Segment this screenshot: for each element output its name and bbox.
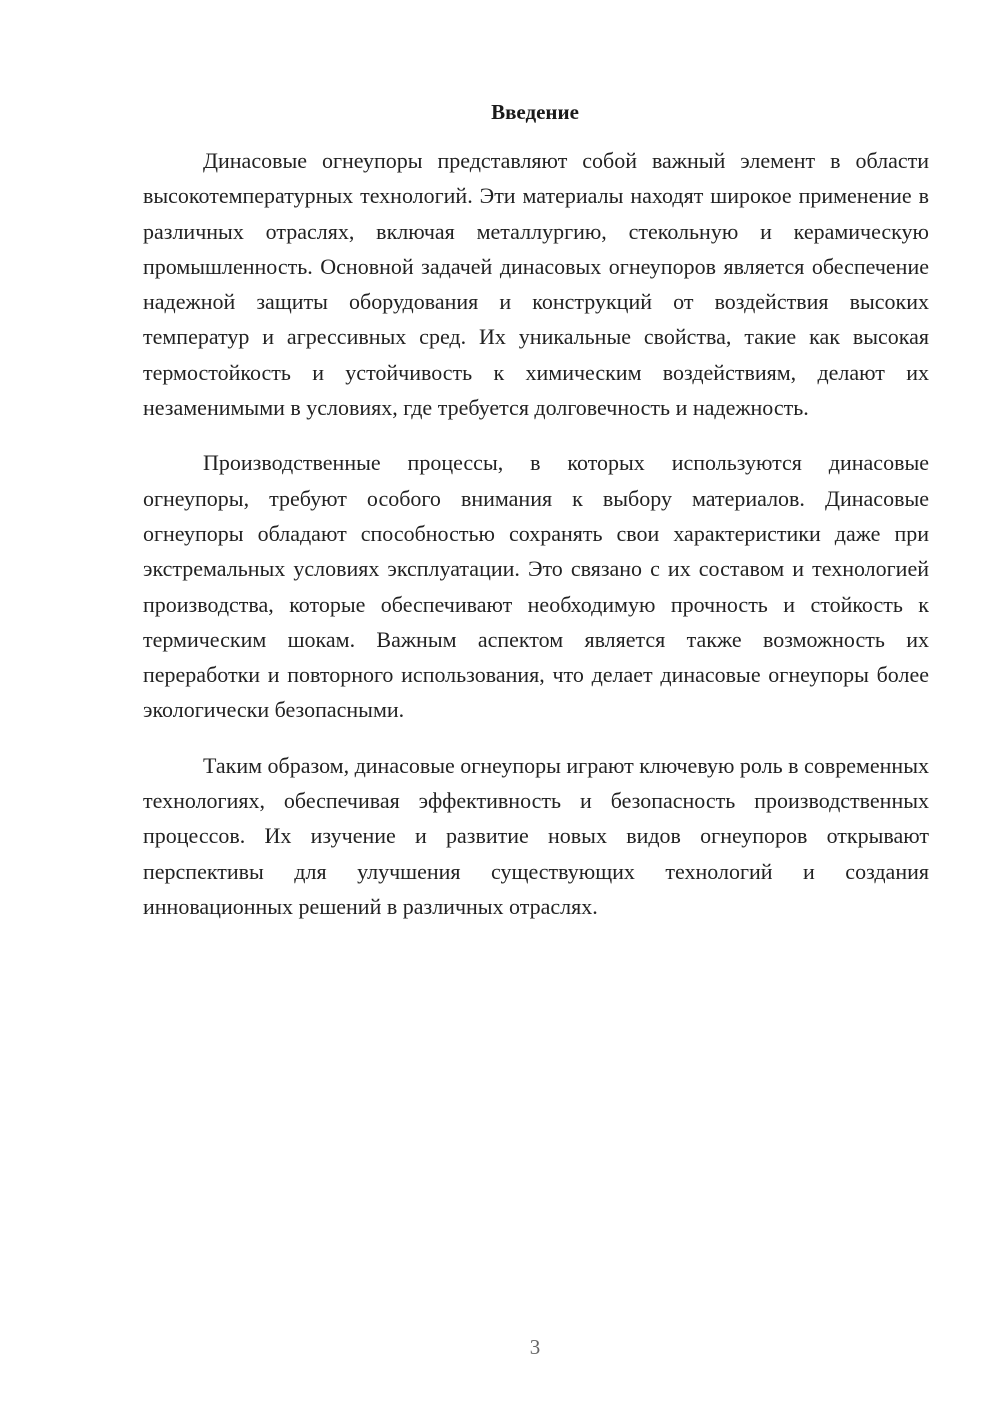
paragraph-2: Производственные процессы, в которых используются динасовые огнеупоры, требуют особого внимания к выбору материалов. Динасовые огнеупоры обладают способностью сохранять свои характеристики даже при экстремальных условиях эксплуатации. Это связано с их составом и технологией производства, которые обеспечивают необходимую прочность и стойкость к термическим шокам. Важным аспектом является также возможность их переработки и повторного использования, что делает динасовые огнеупоры более экологически безопасными.: [143, 450, 929, 723]
section-title: Введение: [491, 100, 579, 124]
page-number: 3: [529, 1335, 541, 1359]
body-text: [143, 143, 929, 944]
paragraph-1: Динасовые огнеупоры представляют собой важный элемент в области высокотемпературных технологий. Эти материалы находят широкое применение в различных отраслях, включая металлургию, стекольную и керамическую промышленность. Основной задачей динасовых огнеупоров является обеспечение надежной защиты оборудования и конструкций от воздействия высоких температур и агрессивных сред. Их уникальные свойства, такие как высокая термостойкость и устойчивость к химическим воздействиям, делают их незаменимыми в условиях, где требуется долговечность и надежность.: [143, 148, 929, 421]
paragraph-3: Таким образом, динасовые огнеупоры играют ключевую роль в современных технологиях, обеспечивая эффективность и безопасность производственных процессов. Их изучение и развитие новых видов огнеупоров открывают перспективы для улучшения существующих технологий и создания инновационных решений в различных отраслях.: [143, 752, 929, 919]
